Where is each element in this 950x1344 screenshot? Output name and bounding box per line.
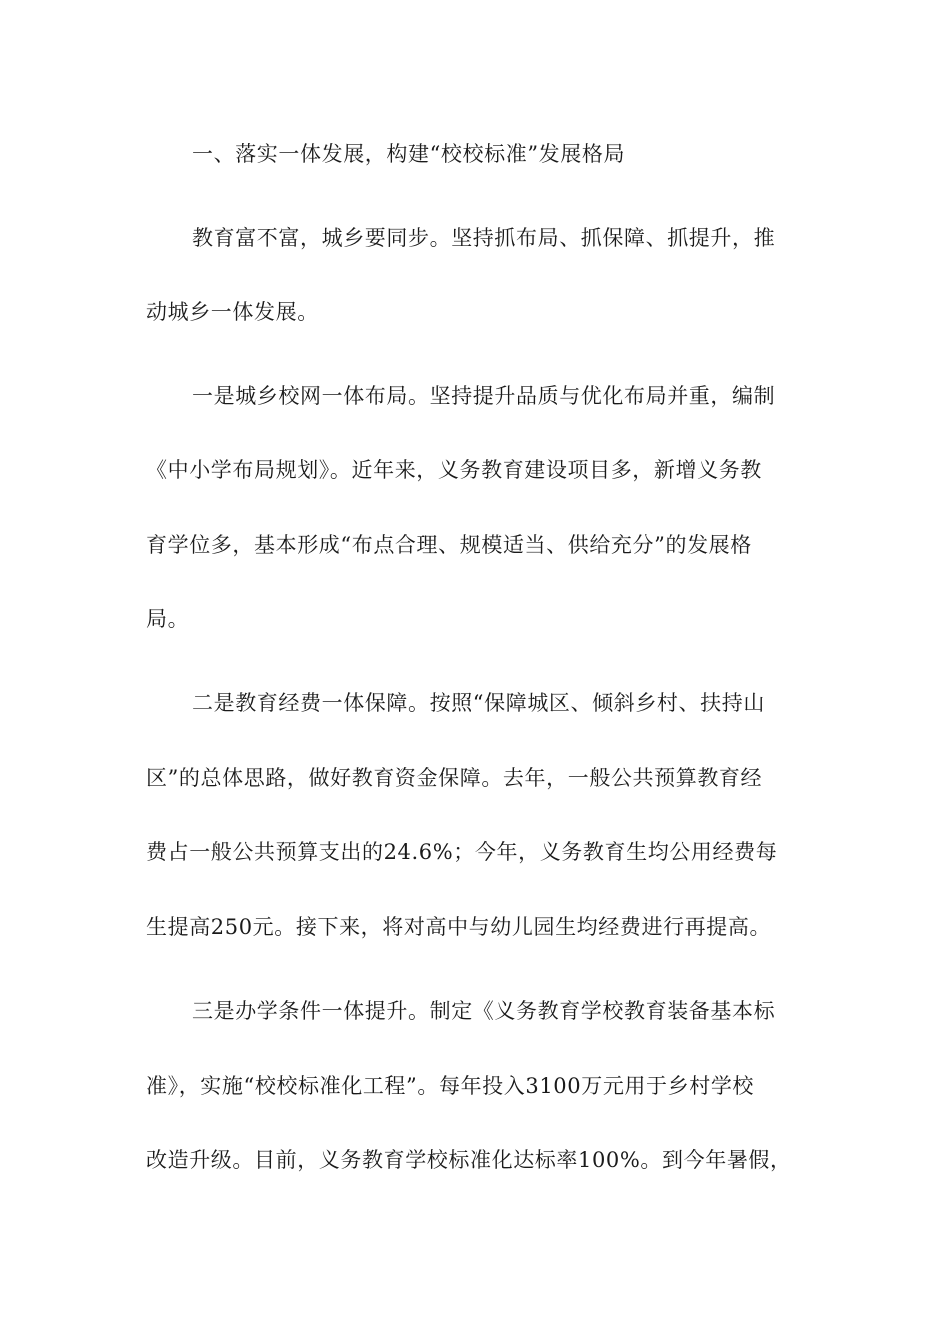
paragraph-line: 教育富不富，城乡要同步。坚持抓布局、抓保障、抓提升，推 — [192, 226, 776, 250]
paragraph-line: 三是办学条件一体提升。制定《义务教育学校教育装备基本标 — [192, 999, 776, 1023]
paragraph-line: 费占一般公共预算支出的24.6%；今年，义务教育生均公用经费每 — [146, 840, 778, 864]
paragraph-line: 一是城乡校网一体布局。坚持提升品质与优化布局并重，编制 — [192, 384, 776, 408]
paragraph-line: 生提高250元。接下来，将对高中与幼儿园生均经费进行再提高。 — [146, 915, 772, 939]
paragraph-line: 《中小学布局规划》。近年来，义务教育建设项目多，新增义务教 — [146, 458, 762, 482]
paragraph-line: 动城乡一体发展。 — [146, 300, 319, 324]
paragraph-line: 二是教育经费一体保障。按照“保障城区、倾斜乡村、扶持山 — [192, 691, 765, 715]
paragraph-line: 改造升级。目前，义务教育学校标准化达标率100%。到今年暑假， — [146, 1148, 792, 1172]
paragraph-line: 育学位多，基本形成“布点合理、规模适当、供给充分”的发展格 — [146, 533, 752, 557]
section-heading: 一、落实一体发展，构建“校校标准”发展格局 — [192, 142, 626, 166]
paragraph-line: 局。 — [146, 607, 190, 631]
paragraph-line: 区”的总体思路，做好教育资金保障。去年，一般公共预算教育经 — [146, 766, 763, 790]
paragraph-line: 准》，实施“校校标准化工程”。每年投入3100万元用于乡村学校 — [146, 1074, 755, 1098]
